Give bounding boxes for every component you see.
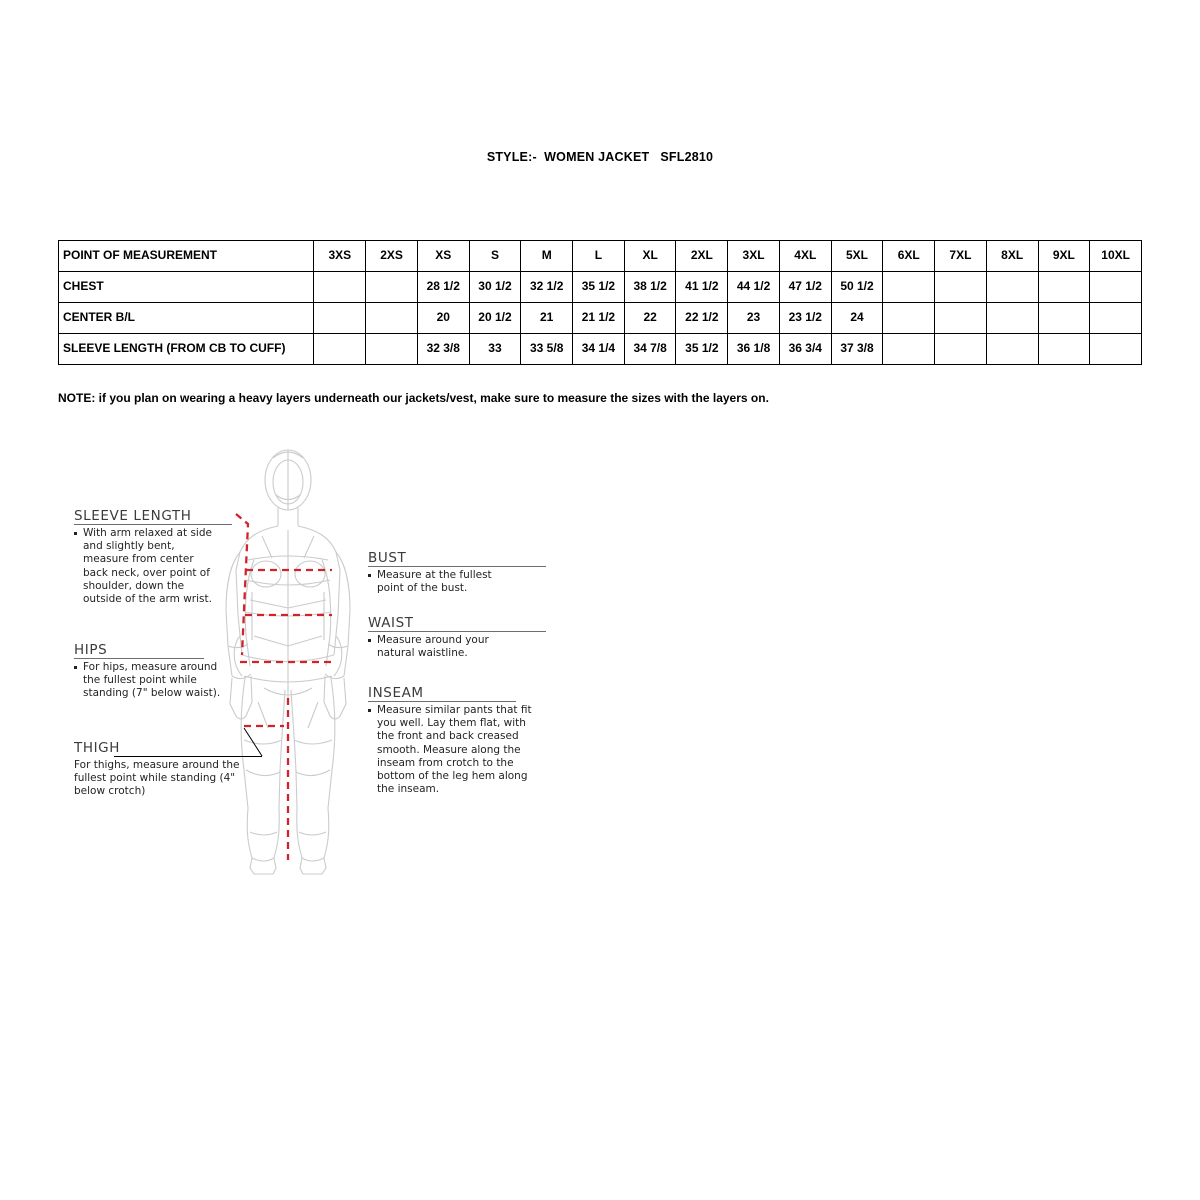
cell-centerbl-5xl: 24 [831,303,883,334]
cell-centerbl-l: 21 1/2 [573,303,625,334]
callout-thigh [74,740,242,799]
cell-chest-m: 32 1/2 [521,272,573,303]
callout-title-sleeve-length: SLEEVE LENGTH [74,508,192,524]
callout-sleeve-length [74,508,212,606]
callout-body-thigh: For thighs, measure around the fullest point while standing (4" below crotch) [74,759,240,798]
cell-centerbl-7xl [935,303,987,334]
cell-chest-l: 35 1/2 [573,272,625,303]
cell-chest-10xl [1090,272,1142,303]
column-header-7xl: 7XL [935,241,987,272]
cell-centerbl-10xl [1090,303,1142,334]
cell-centerbl-4xl: 23 1/2 [779,303,831,334]
callout-inseam [368,685,533,796]
row-label-chest: CHEST [59,272,314,303]
cell-sleeve-l: 34 1/4 [573,334,625,365]
cell-sleeve-3xs [314,334,366,365]
column-header-point-of-measurement: POINT OF MEASUREMENT [59,241,314,272]
cell-sleeve-4xl: 36 3/4 [779,334,831,365]
cell-chest-3xs [314,272,366,303]
size-chart-table-wrapper [58,240,1142,365]
cell-chest-3xl: 44 1/2 [728,272,780,303]
callout-waist [368,615,528,660]
cell-chest-s: 30 1/2 [469,272,521,303]
column-header-3xl: 3XL [728,241,780,272]
table-row [59,303,1142,334]
cell-centerbl-3xs [314,303,366,334]
cell-chest-8xl [986,272,1038,303]
callout-title-hips: HIPS [74,642,108,658]
cell-sleeve-6xl [883,334,935,365]
callout-body-waist: Measure around your natural waistline. [368,634,528,660]
column-header-9xl: 9XL [1038,241,1090,272]
table-row [59,334,1142,365]
cell-centerbl-3xl: 23 [728,303,780,334]
cell-centerbl-xl: 22 [624,303,676,334]
cell-sleeve-5xl: 37 3/8 [831,334,883,365]
page-title: STYLE:- WOMEN JACKET SFL2810 [486,150,714,164]
column-header-l: L [573,241,625,272]
column-header-2xl: 2XL [676,241,728,272]
cell-chest-9xl [1038,272,1090,303]
size-chart-table [58,240,1142,365]
cell-chest-6xl [883,272,935,303]
cell-sleeve-3xl: 36 1/8 [728,334,780,365]
cell-centerbl-9xl [1038,303,1090,334]
cell-chest-5xl: 50 1/2 [831,272,883,303]
row-label-center-bl: CENTER B/L [59,303,314,334]
cell-chest-4xl: 47 1/2 [779,272,831,303]
cell-sleeve-9xl [1038,334,1090,365]
callout-bust [368,550,518,595]
cell-chest-2xs [366,272,418,303]
column-header-m: M [521,241,573,272]
cell-sleeve-m: 33 5/8 [521,334,573,365]
column-header-xl: XL [624,241,676,272]
cell-sleeve-10xl [1090,334,1142,365]
measurement-note: NOTE: if you plan on wearing a heavy layers underneath our jackets/vest, make sure to measure the sizes with the layers on. [58,391,769,405]
cell-chest-2xl: 41 1/2 [676,272,728,303]
cell-centerbl-8xl [986,303,1038,334]
cell-sleeve-8xl [986,334,1038,365]
table-row [59,272,1142,303]
cell-sleeve-xs: 32 3/8 [417,334,469,365]
cell-sleeve-7xl [935,334,987,365]
cell-sleeve-s: 33 [469,334,521,365]
cell-centerbl-s: 20 1/2 [469,303,521,334]
cell-centerbl-xs: 20 [417,303,469,334]
column-header-2xs: 2XS [366,241,418,272]
callout-hips [74,642,224,701]
callout-title-inseam: INSEAM [368,685,424,701]
cell-centerbl-m: 21 [521,303,573,334]
callout-title-waist: WAIST [368,615,414,631]
measurement-diagram [40,440,600,910]
cell-sleeve-2xs [366,334,418,365]
column-header-3xs: 3XS [314,241,366,272]
callout-body-bust: Measure at the fullest point of the bust. [368,569,518,595]
cell-sleeve-xl: 34 7/8 [624,334,676,365]
callout-body-inseam: Measure similar pants that fit you well. Lay them flat, with the front and back creased smooth. Measure along the inseam from crotch to the bottom of the leg hem along the inseam. [368,704,533,796]
cell-chest-xs: 28 1/2 [417,272,469,303]
row-label-sleeve-length: SLEEVE LENGTH (FROM CB TO CUFF) [59,334,314,365]
column-header-4xl: 4XL [779,241,831,272]
callout-title-bust: BUST [368,550,407,566]
cell-chest-7xl [935,272,987,303]
column-header-10xl: 10XL [1090,241,1142,272]
cell-chest-xl: 38 1/2 [624,272,676,303]
cell-centerbl-2xl: 22 1/2 [676,303,728,334]
callout-body-hips: For hips, measure around the fullest point while standing (7" below waist). [74,661,224,701]
column-header-s: S [469,241,521,272]
column-header-5xl: 5XL [831,241,883,272]
callout-title-thigh: THIGH [74,740,120,756]
cell-centerbl-6xl [883,303,935,334]
column-header-8xl: 8XL [986,241,1038,272]
column-header-6xl: 6XL [883,241,935,272]
cell-sleeve-2xl: 35 1/2 [676,334,728,365]
table-header-row [59,241,1142,272]
column-header-xs: XS [417,241,469,272]
callout-body-sleeve-length: With arm relaxed at side and slightly bent, measure from center back neck, over point of shoulder, down the outside of the arm wrist. [74,527,212,606]
cell-centerbl-2xs [366,303,418,334]
